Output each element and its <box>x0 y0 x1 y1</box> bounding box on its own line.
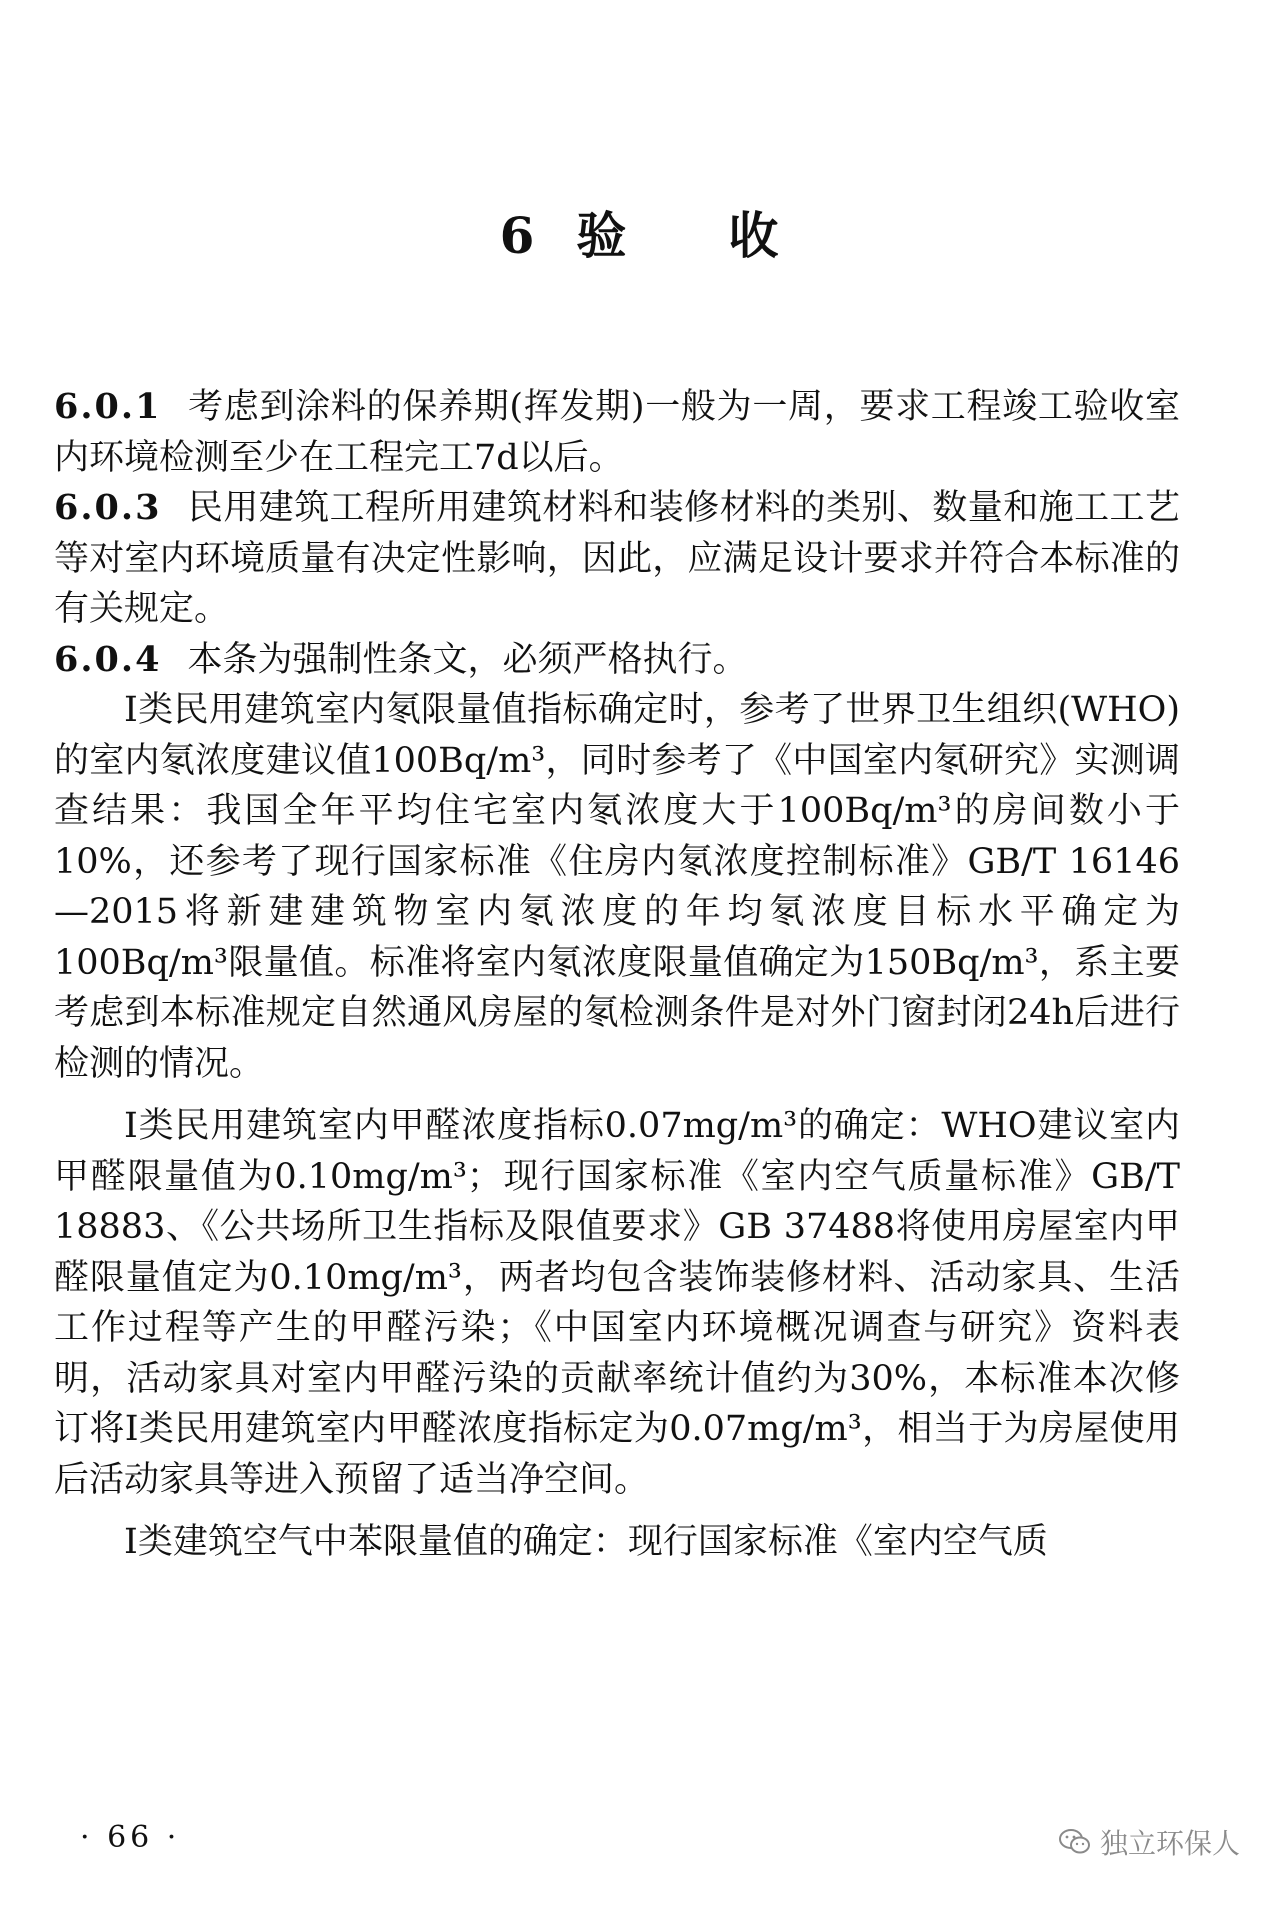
clause-number: 6.0.4 <box>54 638 162 680</box>
chapter-number: 6 <box>499 206 537 265</box>
paragraph-formaldehyde: Ⅰ类民用建筑室内甲醛浓度指标0.07mg/m³的确定：WHO建议室内甲醛限量值为0.10mg/m³；现行国家标准《室内空气质量标准》GB/T 18883、《公共场所卫生指标及限值要求》GB 37488将使用房屋室内甲醛限量值定为0.10mg/m³，两者均包含装饰装修材料、活动家具、生活工作过程等产生的甲醛污染；《中国室内环境概况调查与研究》资料表明，活动家具对室内甲醛污染的贡献率统计值约为30%，本标准本次修订将Ⅰ类民用建筑室内甲醛浓度指标定为0.07mg/m³，相当于为房屋使用后活动家具等进入预留了适当净空间。 <box>54 1106 1180 1500</box>
paragraph-benzene: Ⅰ类建筑空气中苯限量值的确定：现行国家标准《室内空气质 <box>124 1522 1048 1562</box>
watermark <box>1058 1822 1240 1862</box>
clause-text: 民用建筑工程所用建筑材料和装修材料的类别、数量和施工工艺等对室内环境质量有决定性影响，因此，应满足设计要求并符合本标准的有关规定。 <box>54 488 1180 629</box>
watermark-text: 独立环保人 <box>1099 1827 1240 1860</box>
clause-6-0-3 <box>54 483 1180 635</box>
clause-text: 本条为强制性条文，必须严格执行。 <box>187 639 748 680</box>
paragraph-radon: Ⅰ类民用建筑室内氡限量值指标确定时，参考了世界卫生组织(WHO)的室内氡浓度建议值100Bq/m³，同时参考了《中国室内氡研究》实测调查结果：我国全年平均住宅室内氡浓度大于100Bq/m³的房间数小于10%，还参考了现行国家标准《住房内氡浓度控制标准》GB/T 16146—2015将新建建筑物室内氡浓度的年均氡浓度目标水平确定为100Bq/m³限量值。标准将室内氡浓度限量值确定为150Bq/m³，系主要考虑到本标准规定自然通风房屋的氡检测条件是对外门窗封闭24h后进行检测的情况。 <box>54 690 1180 1084</box>
clause-6-0-4 <box>54 635 1180 686</box>
body-text <box>54 382 1180 1568</box>
clause-number: 6.0.3 <box>54 487 162 528</box>
page-number: · 66 · <box>80 1820 181 1855</box>
clause-6-0-1 <box>54 382 1180 483</box>
chapter-title <box>0 196 1280 268</box>
wechat-icon <box>1058 1827 1092 1857</box>
chapter-title-part1: 验 <box>576 206 629 265</box>
clause-text: 考虑到涂料的保养期(挥发期)一般为一周，要求工程竣工验收室内环境检测至少在工程完工7d以后。 <box>54 387 1180 478</box>
clause-number: 6.0.1 <box>54 386 162 427</box>
chapter-title-part2: 收 <box>728 206 781 265</box>
